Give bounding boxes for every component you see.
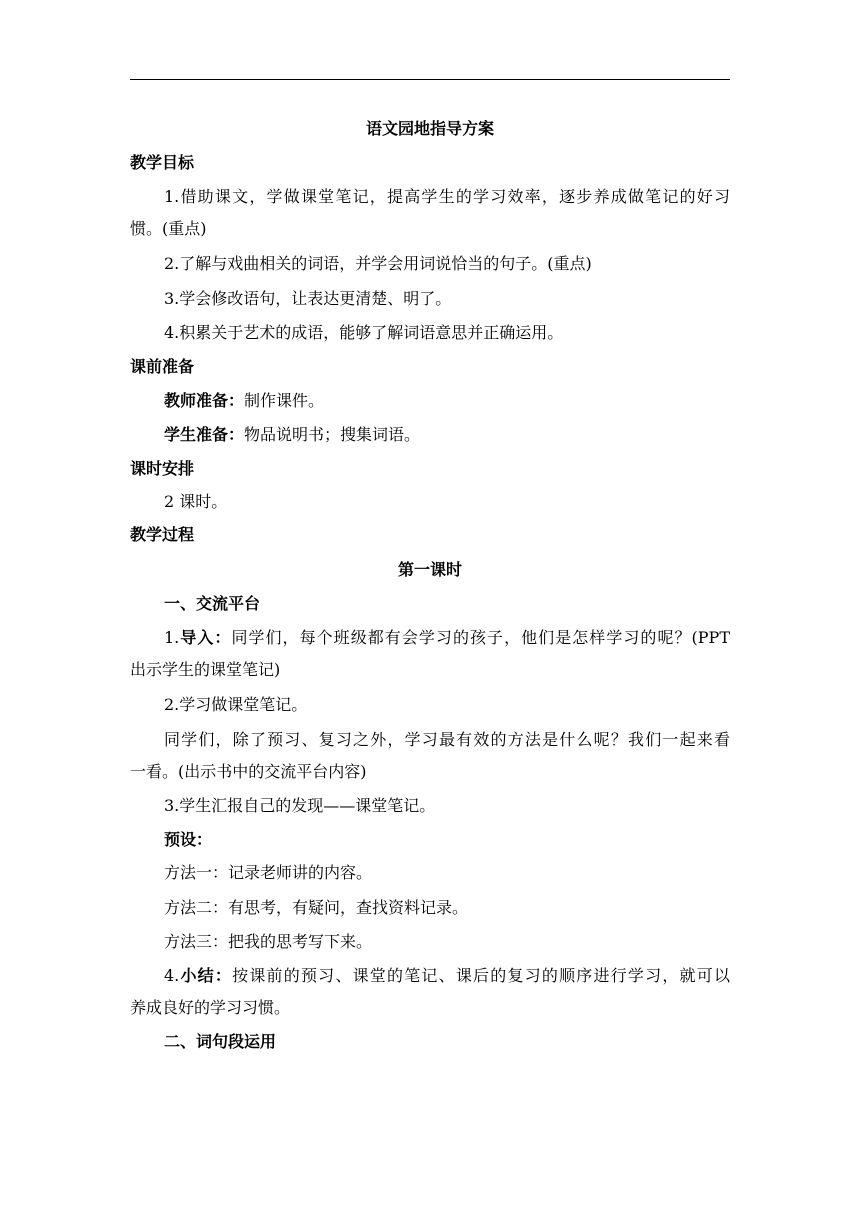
lesson-1-title: 第一课时 (397, 560, 462, 579)
step-4-label: 小结： (179, 966, 233, 985)
step-2: 2.学习做课堂笔记。 (164, 695, 308, 714)
step-2-paragraph-line-1: 同学们，除了预习、复习之外，学习最有效的方法是什么呢？我们一起来看 (164, 730, 730, 749)
prep-teacher-label: 教师准备： (164, 391, 245, 410)
goal-4: 4.积累关于艺术的成语，能够了解词语意思并正确运用。 (164, 323, 564, 342)
preset-label: 预设： (164, 830, 213, 849)
step-1-text: 同学们，每个班级都有会学习的孩子，他们是怎样学习的呢？(PPT (231, 628, 730, 647)
heading-process: 教学过程 (130, 525, 195, 544)
prep-teacher-text: 制作课件。 (244, 391, 325, 410)
step-2-paragraph-line-2: 一看。(出示书中的交流平台内容) (130, 762, 367, 781)
step-4-text: 按课前的预习、课堂的笔记、课后的复习的顺序进行学习，就可以 (232, 966, 730, 985)
prep-student-label: 学生准备： (164, 425, 245, 444)
heading-teaching-goals: 教学目标 (130, 153, 195, 172)
heading-schedule: 课时安排 (130, 459, 195, 478)
step-1-number: 1. (164, 628, 180, 647)
section-2-heading: 二、词句段运用 (164, 1032, 277, 1051)
method-1: 方法一：记录老师讲的内容。 (164, 863, 373, 882)
heading-preparation: 课前准备 (130, 357, 195, 376)
step-1-line-2: 出示学生的课堂笔记) (130, 660, 281, 679)
goal-3: 3.学会修改语句，让表达更清楚、明了。 (164, 289, 452, 308)
goal-1-line-2: 惯。(重点) (130, 219, 207, 238)
step-1-label: 导入： (179, 628, 232, 647)
step-4-line-1 (164, 965, 730, 987)
prep-student-text: 物品说明书；搜集词语。 (244, 425, 421, 444)
header-rule (130, 79, 730, 80)
document-title: 语文园地指导方案 (365, 119, 494, 138)
method-3: 方法三：把我的思考写下来。 (164, 932, 373, 951)
goal-1-line-1: 1.借助课文，学做课堂笔记，提高学生的学习效率，逐步养成做笔记的好习 (164, 187, 730, 206)
step-1-line-1 (164, 627, 730, 649)
prep-teacher (164, 390, 324, 412)
method-2: 方法二：有思考，有疑问，查找资料记录。 (164, 898, 469, 917)
step-4-line-2: 养成良好的学习习惯。 (130, 998, 291, 1017)
step-4-number: 4. (164, 966, 180, 985)
prep-student (164, 424, 420, 446)
section-1-heading: 一、交流平台 (164, 594, 261, 613)
step-3: 3.学生汇报自己的发现——课堂笔记。 (164, 796, 436, 815)
goal-2: 2.了解与戏曲相关的词语，并学会用词说恰当的句子。(重点) (164, 254, 592, 273)
schedule-text: 2 课时。 (164, 492, 228, 511)
